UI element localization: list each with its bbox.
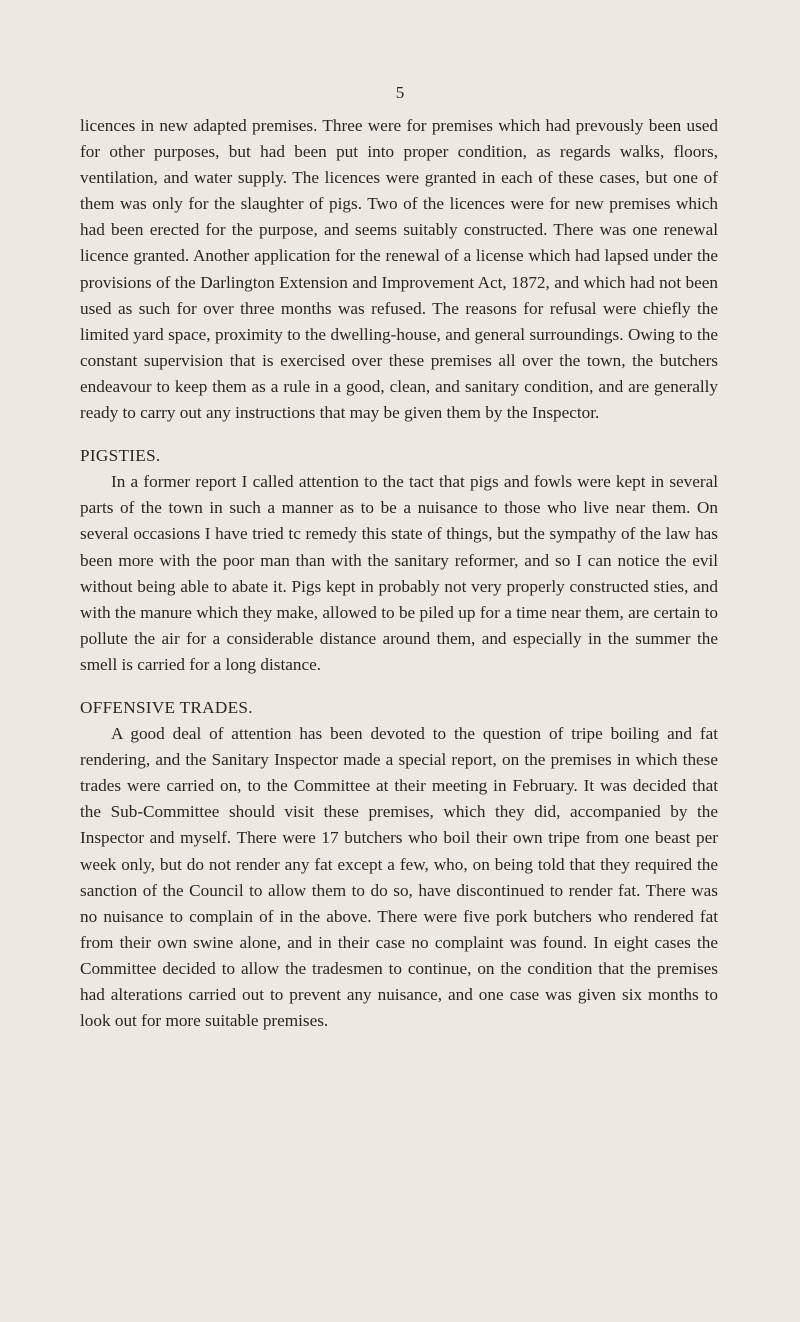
page-number: 5 [395, 83, 405, 102]
heading-offensive-trades: OFFENSIVE TRADES. [80, 697, 253, 717]
paragraph-licences: licences in new adapted premises. Three were for premises which had prevously been used for other purposes, but had been put into proper condition, as regards walks, floors, ventilation, and water supply. The licences were granted in each of these cases, but one of them was only for the slaughter of pigs. Two of the licences were for new premises which had been erected for the purpose, and seems suitably constructed. There was one renewal licence granted. Another application for the renewal of a license which had lapsed under the provisions of the Darlington Extension and Improvement Act, 1872, and which had not been used as such for over three months was refused. The reasons for refusal were chiefly the limited yard space, proximity to the dwelling-house, and general surroundings. Owing to the constant supervision that is exercised over these premises all over the town, the butchers endeavour to keep them as a rule in a good, clean, and sanitary condition, and are generally ready to carry out any instructions that may be given them by the Inspector. [80, 116, 718, 423]
spacer [80, 678, 718, 695]
paragraph-offensive-trades: A good deal of attention has been devoted to the question of tripe boiling and fat rendering, and the Sanitary Inspector made a special report, on the premises in which these trades were carried on, to the Committee at their meeting in February. It was decided that the Sub-Committee should visit these premises, which they did, accompanied by the Inspector and myself. There were 17 butchers who boil their own tripe from one beast per week only, but do not render any fat except a few, who, on being told that they required the sanction of the Council to allow them to do so, have discontinued to render fat. There was no nuisance to complain of in the above. There were five pork butchers who rendered fat from their own swine alone, and in their case no complaint was found. In eight cases the Committee decided to allow the tradesmen to continue, on the condition that the premises had alterations carried out to prevent any nuisance, and one case was given six months to look out for more suitable premises. [80, 724, 718, 1031]
paragraph-pigsties: In a former report I called attention to the tact that pigs and fowls were kept in several parts of the town in such a manner as to be a nuisance to those who live near them. On several occasions I have tried tc remedy this state of things, but the sympathy of the law has been more with the poor man than with the sanitary reformer, and so I can notice the evil without being able to abate it. Pigs kept in probably not very properly constructed sties, and with the manure which they make, allowed to be piled up for a time near them, are certain to pollute the air for a considerable distance around them, and especially in the summer the smell is carried for a long distance. [80, 472, 718, 674]
heading-pigsties: PIGSTIES. [80, 446, 161, 466]
spacer [80, 426, 718, 443]
page-body [80, 113, 718, 1034]
